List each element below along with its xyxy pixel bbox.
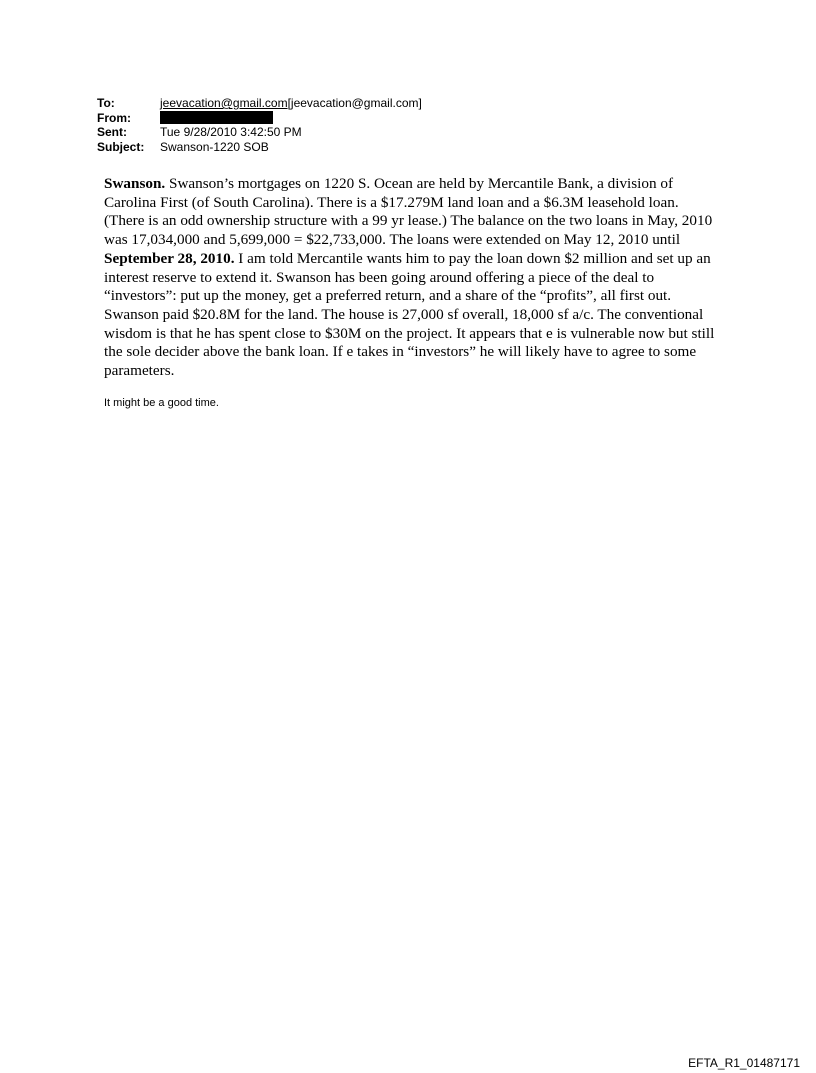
from-row xyxy=(97,111,422,126)
document-id: EFTA_R1_01487171 xyxy=(688,1056,800,1070)
sent-row xyxy=(97,125,422,140)
body-date-bold: September 28, 2010. xyxy=(104,249,235,267)
to-value xyxy=(160,96,422,111)
sent-value: Tue 9/28/2010 3:42:50 PM xyxy=(160,125,302,139)
body-part-1: Swanson’s mortgages on 1220 S. Ocean are held by Mercantile Bank, a division of Carolina First (of South Carolina). There is a $17.279M land loan and a $6.3M leasehold loan. (There is an odd ownership structure with a 99 yr lease.) The balance on the two loans in May, 2010 was 17,034,000 and 5,699,000 = $22,733,000. The loans were extended on May 12, 2010 until xyxy=(104,175,713,249)
body-part-2: I am told Mercantile wants him to pay the loan down $2 million and set up an interest reserve to extend it. Swanson has been going around offering a piece of the deal to “investors”: put up the money, get a preferred return, and a share of the “profits”, all first out. Swanson paid $20.8M for the land. The house is 27,000 sf overall, 18,000 sf a/c. The conventional wisdom is that he has spent close to $30M on the project. It appears that e is vulnerable now but still the sole decider above the bank loan. If e takes in “investors” he will likely have to agree to some parameters. xyxy=(104,249,715,380)
sent-label: Sent: xyxy=(97,125,127,139)
to-label: To: xyxy=(97,96,115,110)
email-body xyxy=(104,175,716,381)
to-email-rest: [jeevacation@gmail.com] xyxy=(287,96,422,110)
redaction-block xyxy=(160,111,273,124)
subject-row xyxy=(97,140,422,155)
to-row xyxy=(97,96,422,111)
body-lead: Swanson. xyxy=(104,175,166,192)
to-email-link[interactable]: jeevacation@gmail.com xyxy=(160,96,288,110)
closing-line: It might be a good time. xyxy=(104,397,219,409)
from-label: From: xyxy=(97,110,131,125)
email-header xyxy=(97,96,422,154)
from-value xyxy=(160,111,273,126)
subject-label: Subject: xyxy=(97,139,145,154)
subject-value: Swanson-1220 SOB xyxy=(160,139,269,154)
